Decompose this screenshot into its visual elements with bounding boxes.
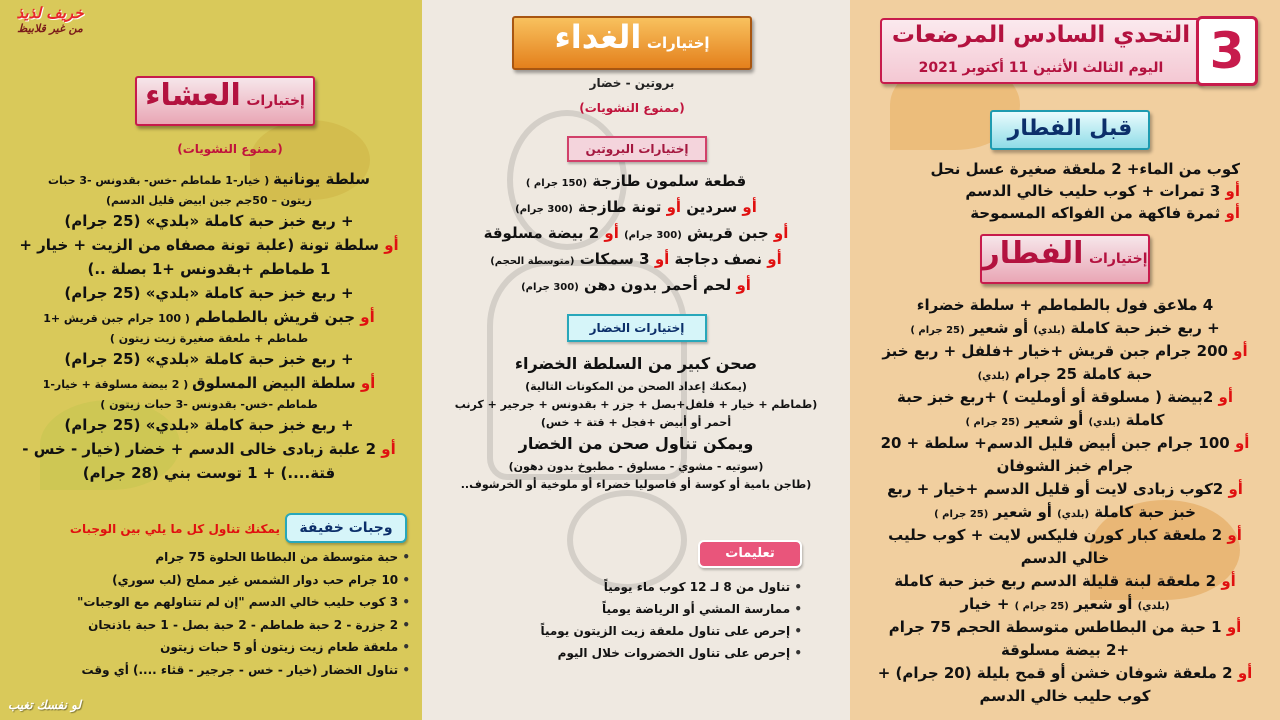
footer-note: لو نفسك تغيب — [8, 698, 81, 712]
lunch-heading — [512, 16, 752, 70]
line-text: 1 طماطم +بقدونس +1 بصلة ..) — [87, 260, 331, 278]
dinner-option — [6, 398, 412, 416]
portion-note: (بلدي) — [1033, 325, 1066, 336]
lunch-no-starch-note: (ممنوع النشويات) — [579, 101, 685, 115]
lunch-subtitle: بروتين - خضار — [589, 76, 675, 90]
protein-option — [428, 198, 844, 224]
breakfast-line — [856, 641, 1274, 664]
portion-note: (25 جرام ) — [965, 417, 1020, 428]
line-text: + ربع خبز حبة كاملة «بلدي» (25 جرام) — [64, 284, 354, 302]
line-text: سردين — [681, 198, 738, 216]
portion-note: (150 جرام ) — [525, 178, 588, 189]
protein-heading: إختيارات البروتين — [567, 136, 707, 162]
line-text: تناول من 8 لـ 12 كوب ماء يومياً — [603, 580, 791, 594]
brand-line-2: من غير قلابيظ — [17, 22, 83, 35]
brand-logo — [4, 4, 96, 35]
line-text: +2 بيضة مسلوقة — [1000, 641, 1130, 659]
line-text: + ربع خبز حبة كاملة «بلدي» (25 جرام) — [64, 350, 354, 368]
protein-option — [428, 250, 844, 276]
line-text: أحمر أو أبيض +فجل + قتة + خس) — [540, 416, 732, 429]
before-breakfast-heading: قبل الفطار — [990, 110, 1150, 150]
line-text: سلطة تونة (علبة تونة مصفاه من الزيت + خيار + — [19, 236, 379, 254]
portion-note: (بلدي) — [977, 371, 1010, 382]
line-text: سلطة يونانية — [273, 170, 371, 188]
vegetables-heading: إختيارات الخضار — [567, 314, 707, 342]
or-label: أو — [731, 276, 751, 294]
vegetable-option — [428, 416, 844, 434]
breakfast-line — [856, 618, 1274, 641]
line-text: 200 جرام جبن قريش +خيار +فلفل + ربع خبز — [882, 342, 1228, 360]
or-label: أو — [1229, 434, 1250, 452]
dinner-heading — [135, 76, 315, 126]
line-text: 10 جرام حب دوار الشمس غير مملح (لب سوري) — [112, 572, 399, 587]
breakfast-line — [856, 296, 1274, 319]
line-text: (طماطم + خيار + فلفل+بصل + جزر + بقدونس + جرجير + كرنب — [454, 398, 818, 411]
line-text: حبة متوسطة من البطاطا الحلوة 75 جرام — [155, 550, 399, 564]
dinner-option — [6, 440, 412, 464]
line-text: 2 جزرة - 2 حبة طماطم - 2 حبة بصل - 1 حبة باذنجان — [88, 617, 399, 632]
challenge-number-badge — [1196, 16, 1258, 86]
portion-note: (25 جرام ) — [910, 325, 965, 336]
heading-small: إختيارات — [246, 93, 305, 109]
or-label: أو — [1220, 182, 1240, 200]
dinner-option — [6, 170, 412, 194]
line-text: 1 حبة من البطاطس متوسطة الحجم 75 جرام — [888, 618, 1222, 636]
line-text: + ربع خبز حبة كاملة — [1065, 319, 1220, 337]
vegetable-option — [428, 434, 844, 460]
bullet-icon: • — [398, 640, 410, 654]
line-text: زيتون – 50جم جبن ابيض قليل الدسم) — [105, 194, 313, 207]
line-text: 2 بيضة مسلوقة — [483, 224, 605, 242]
before-breakfast-line — [856, 160, 1240, 182]
or-label: أو — [768, 224, 789, 242]
line-text: 100 جرام جبن أبيض قليل الدسم+ سلطة + 20 — [880, 434, 1230, 452]
before-breakfast-line — [856, 204, 1240, 226]
heading-big: الفطار — [982, 236, 1084, 271]
breakfast-line — [856, 342, 1274, 365]
line-text: تونة طازجة — [572, 198, 667, 216]
bullet-icon: • — [398, 550, 410, 564]
bullet-icon: • — [398, 595, 410, 609]
vegetable-option — [428, 478, 844, 496]
portion-note: (300 جرام) — [624, 230, 682, 241]
bullet-icon: • — [790, 602, 802, 616]
or-label: أو — [376, 440, 396, 458]
breakfast-line — [856, 434, 1274, 457]
lunch-column — [422, 0, 850, 720]
dinner-option — [6, 374, 412, 398]
breakfast-line — [856, 549, 1274, 572]
breakfast-line — [856, 480, 1274, 503]
line-text: صحن كبير من السلطة الخضراء — [514, 354, 758, 373]
bullet-icon: • — [790, 624, 802, 638]
or-label: أو — [1220, 204, 1240, 222]
line-text: 2 ملعقة لبنة قليلة الدسم ربع خبز حبة كاملة — [894, 572, 1217, 590]
snacks-hint: يمكنك تناول كل ما يلي بين الوجبات — [69, 522, 280, 536]
portion-note: (بلدي) — [1057, 509, 1090, 520]
line-text: كوب من الماء+ 2 ملعقة صغيرة عسل نحل — [930, 160, 1240, 178]
vegetable-option — [428, 398, 844, 416]
line-text: جبن قريش — [681, 224, 769, 242]
line-text: جرام خبز الشوفان — [996, 457, 1134, 475]
portion-note: (بلدي) — [1137, 601, 1170, 612]
portion-note: (300 جرام) — [515, 204, 573, 215]
dinner-option — [6, 194, 412, 212]
line-text: 2كوب زبادى لايت أو قليل الدسم +خيار + ربع — [887, 480, 1224, 498]
line-detail: ( خيار-1 طماطم -خس- بقدونس -3 حبات — [47, 174, 274, 187]
breakfast-line — [856, 411, 1274, 434]
line-text: طماطم + ملعقة صغيرة زيت زيتون ) — [109, 332, 309, 345]
portion-note: (25 جرام ) — [1014, 601, 1069, 612]
portion-note: (متوسطة الحجم) — [490, 256, 575, 267]
challenge-date: اليوم الثالث الأثنين 11 أكتوبر 2021 — [918, 60, 1164, 76]
line-text: جبن قريش بالطماطم — [189, 308, 356, 326]
line-text: تناول الخضار (خيار - خس - جرجير - قثاء ....) أي وقت — [81, 662, 399, 677]
snack-item — [10, 663, 410, 685]
line-tail: أو شعير — [1019, 411, 1089, 429]
breakfast-line — [856, 365, 1274, 388]
line-text: قتة....) + 1 توست بني (28 جرام) — [82, 464, 336, 482]
heading-small: إختيارات — [646, 34, 710, 52]
or-label: أو — [1216, 572, 1236, 590]
protein-option — [428, 276, 844, 302]
dinner-option — [6, 308, 412, 332]
line-text: خبز حبة كاملة — [1089, 503, 1196, 521]
line-tail: أو شعير — [988, 503, 1058, 521]
line-text: (طاجن بامية أو كوسة أو فاصوليا خضراء أو ملوخية أو الخرشوف.. — [460, 478, 812, 491]
protein-option — [428, 172, 844, 198]
or-label: أو — [1221, 618, 1242, 636]
or-label: أو — [355, 308, 375, 326]
dinner-option — [6, 332, 412, 350]
breakfast-line — [856, 572, 1274, 595]
or-label: أو — [1227, 342, 1248, 360]
dinner-no-starch-note: (ممنوع النشويات) — [177, 142, 283, 156]
snack-item — [10, 618, 410, 640]
dinner-option — [6, 416, 412, 440]
line-tail: أو شعير — [1068, 595, 1138, 613]
vegetable-option — [428, 380, 844, 398]
line-text: كوب حليب خالي الدسم — [979, 687, 1151, 705]
dinner-option — [6, 212, 412, 236]
breakfast-line — [856, 503, 1274, 526]
or-label: أو — [355, 374, 376, 392]
line-text: 3 كوب حليب خالي الدسم "إن لم تتناولهم مع الوجبات" — [77, 595, 399, 609]
portion-note: (300 جرام) — [521, 282, 579, 293]
or-label: أو — [378, 236, 399, 254]
line-text: خالي الدسم — [1020, 549, 1110, 567]
instruction-item — [482, 580, 802, 602]
line-text: إحرص على تناول ملعقة زيت الزيتون يومياً — [540, 624, 791, 638]
line-text: 2 علبة زبادى خالى الدسم + خضار (خيار - خس - — [22, 440, 377, 458]
breakfast-line — [856, 319, 1274, 342]
protein-option — [428, 224, 844, 250]
line-text: نصف دجاجة — [669, 250, 763, 268]
snack-item — [10, 550, 410, 572]
line-text: ويمكن تناول صحن من الخضار — [518, 434, 754, 453]
or-label: أو — [1232, 664, 1253, 682]
line-text: ممارسة المشي أو الرياضة يومياً — [602, 602, 791, 616]
breakfast-line — [856, 457, 1274, 480]
portion-note: (25 جرام ) — [934, 509, 989, 520]
bullet-icon: • — [398, 617, 410, 632]
or-label: أو — [604, 224, 625, 242]
or-label: أو — [1223, 480, 1243, 498]
line-text: + ربع خبز حبة كاملة «بلدي» (25 جرام) — [64, 212, 354, 230]
breakfast-line — [856, 664, 1274, 687]
line-detail: ( 2 بيضة مسلوقة + خيار-1 — [42, 378, 193, 391]
line-text: 2 ملعقة شوفان خشن أو قمح بليلة (20 جرام) + — [877, 664, 1233, 682]
before-breakfast-line — [856, 182, 1240, 204]
dinner-option — [6, 350, 412, 374]
dinner-option — [6, 236, 412, 260]
snack-item — [10, 640, 410, 662]
breakfast-line — [856, 687, 1274, 710]
line-text: 3 سمكات — [574, 250, 655, 268]
or-label: أو — [666, 198, 682, 216]
line-text: حبة كاملة 25 جرام — [1009, 365, 1153, 383]
challenge-title: التحدي السادس المرضعات — [891, 22, 1191, 48]
dinner-option — [6, 464, 412, 488]
vegetable-option — [428, 460, 844, 478]
breakfast-heading — [980, 234, 1150, 284]
brand-line-1: خريف لذيذ — [16, 4, 84, 22]
line-text: 4 ملاعق فول بالطماطم + سلطة خضراء — [916, 296, 1214, 314]
or-label: أو — [762, 250, 782, 268]
dinner-column — [0, 0, 422, 720]
heading-small: إختيارات — [1088, 251, 1148, 267]
challenge-banner — [880, 18, 1202, 84]
or-label: أو — [1222, 526, 1242, 544]
line-text: (سوتيه - مشوي - مسلوق - مطبوخ بدون دهون) — [508, 460, 764, 473]
line-text: ملعقة طعام زيت زيتون أو 5 حبات زيتون — [160, 640, 399, 654]
line-text: سلطة البيض المسلوق — [192, 374, 356, 392]
challenge-number: 3 — [1209, 22, 1245, 80]
line-text: إحرص على تناول الخضروات خلال اليوم — [557, 646, 791, 660]
portion-note: (بلدي) — [1088, 417, 1121, 428]
bullet-icon: • — [790, 580, 802, 594]
heading-big: الغداء — [554, 18, 642, 56]
breakfast-line — [856, 526, 1274, 549]
line-text: ثمرة فاكهة من الفواكه المسموحة — [970, 204, 1221, 222]
dinner-option — [6, 260, 412, 284]
instruction-item — [482, 646, 802, 668]
heading-big: العشاء — [145, 78, 241, 113]
instructions-heading: تعليمات — [698, 540, 802, 568]
bullet-icon: • — [790, 646, 802, 660]
or-label: أو — [1213, 388, 1233, 406]
line-text: كاملة — [1120, 411, 1165, 429]
line-detail: ( 100 جرام جبن قريش +1 — [43, 312, 190, 325]
line-tail: + خيار — [960, 595, 1015, 613]
line-text: 2بيضة ( مسلوقة أو أومليت ) +ربع خبز حبة — [897, 388, 1214, 406]
snacks-heading: وجبات خفيفة — [285, 513, 407, 543]
dinner-option — [6, 284, 412, 308]
snack-item — [10, 573, 410, 595]
breakfast-column — [850, 0, 1280, 720]
line-text: لحم أحمر بدون دهن — [578, 276, 732, 294]
instruction-item — [482, 602, 802, 624]
line-text: + ربع خبز حبة كاملة «بلدي» (25 جرام) — [64, 416, 354, 434]
snack-item — [10, 595, 410, 617]
line-tail: أو شعير — [964, 319, 1034, 337]
line-text: (يمكنك إعداد الصحن من المكونات التالية) — [525, 380, 747, 393]
breakfast-line — [856, 388, 1274, 411]
instruction-item — [482, 624, 802, 646]
breakfast-line — [856, 595, 1274, 618]
line-text: 2 ملعقة كبار كورن فليكس لايت + كوب حليب — [888, 526, 1223, 544]
line-text: 3 تمرات + كوب حليب خالي الدسم — [965, 182, 1221, 200]
line-text: قطعة سلمون طازجة — [587, 172, 747, 190]
vegetable-option — [428, 354, 844, 380]
bullet-icon: • — [398, 662, 410, 677]
or-label: أو — [654, 250, 670, 268]
line-text: طماطم -خس- بقدونس -3 حبات زيتون ) — [100, 398, 318, 411]
bullet-icon: • — [398, 572, 410, 587]
or-label: أو — [737, 198, 757, 216]
